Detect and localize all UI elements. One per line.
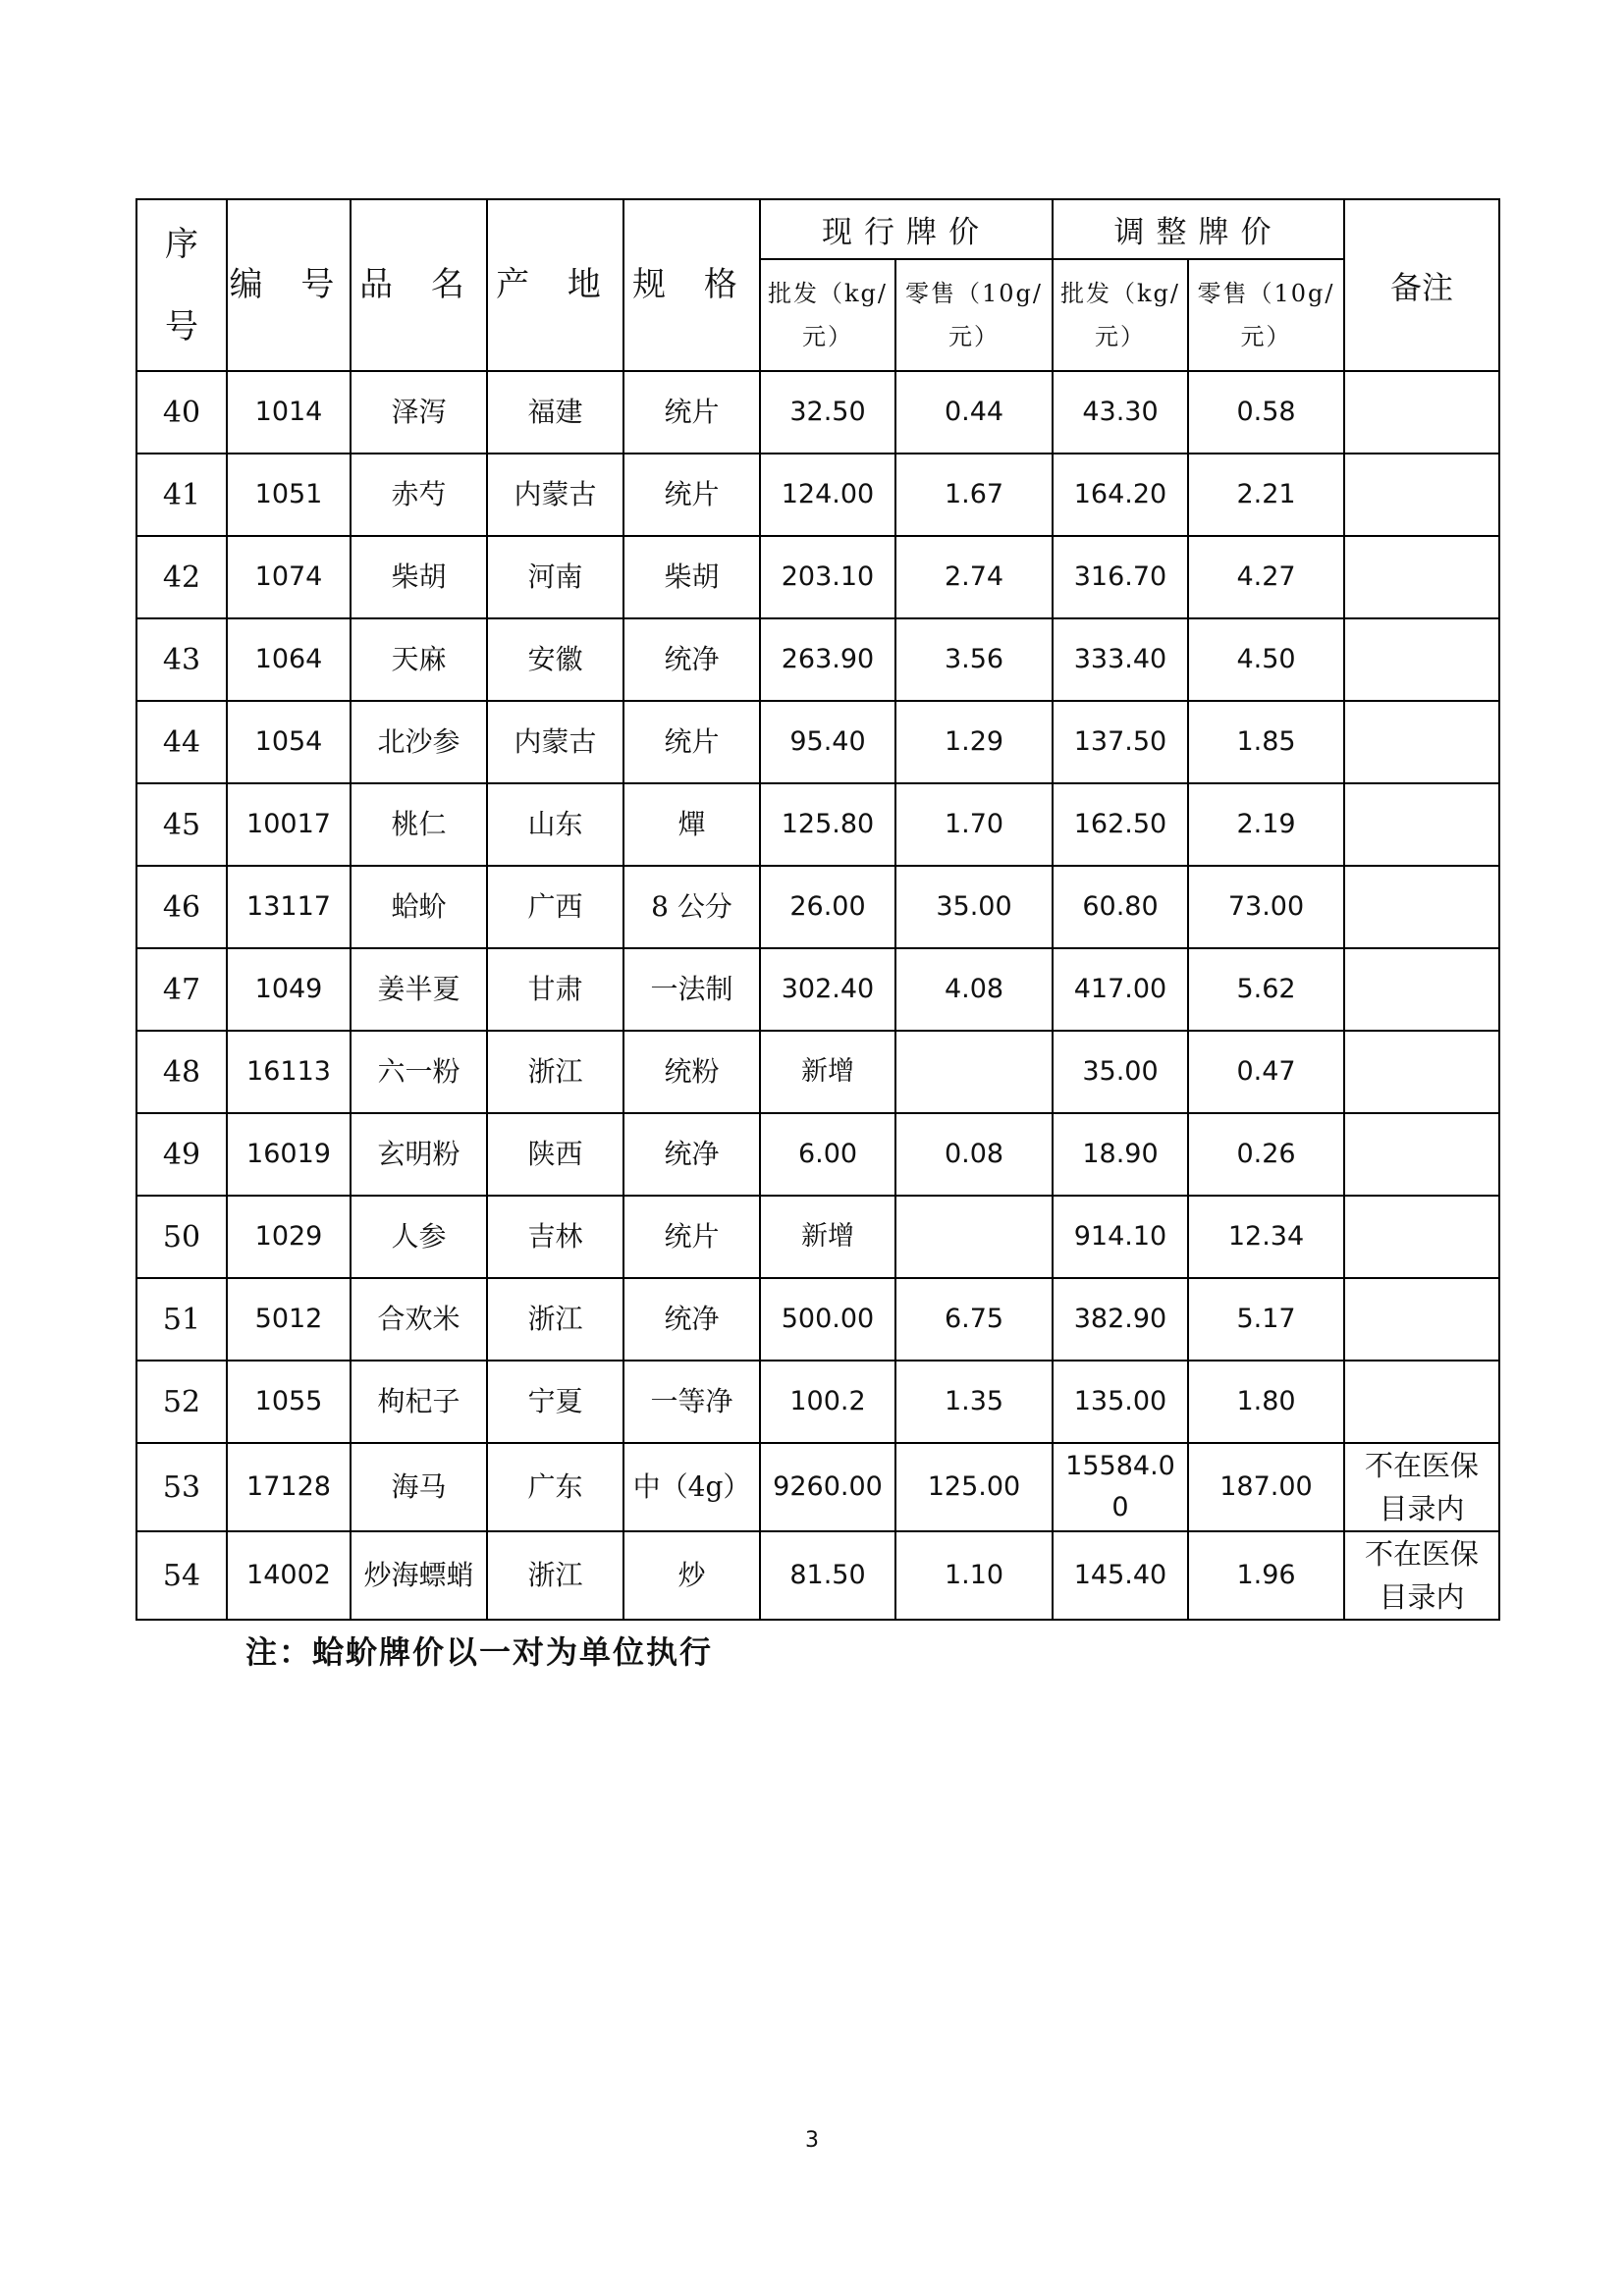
- cell-name: 枸杞子: [351, 1361, 487, 1443]
- cell-adjusted-retail: 0.26: [1188, 1113, 1344, 1196]
- cell-name: 炒海螵蛸: [351, 1531, 487, 1620]
- header-current-wholesale: 批发（kg/元）: [760, 259, 895, 371]
- cell-origin: 内蒙古: [487, 701, 623, 783]
- price-table: [135, 198, 1500, 1621]
- cell-remark: 不在医保目录内: [1344, 1531, 1499, 1620]
- price-table-body: [136, 371, 1499, 1620]
- cell-code: 1051: [227, 454, 351, 536]
- cell-code: 1049: [227, 948, 351, 1031]
- header-current-retail: 零售（10g/元）: [895, 259, 1053, 371]
- table-row: [136, 454, 1499, 536]
- cell-adjusted-retail: 4.50: [1188, 618, 1344, 701]
- cell-adjusted-wholesale: 382.90: [1053, 1278, 1188, 1361]
- cell-adjusted-wholesale: 417.00: [1053, 948, 1188, 1031]
- header-code: 编 号: [227, 199, 351, 371]
- cell-origin: 山东: [487, 783, 623, 866]
- cell-spec: 统片: [623, 701, 760, 783]
- cell-name: 人参: [351, 1196, 487, 1278]
- cell-current-wholesale: 95.40: [760, 701, 895, 783]
- table-row: [136, 536, 1499, 618]
- cell-origin: 内蒙古: [487, 454, 623, 536]
- cell-spec: 炒: [623, 1531, 760, 1620]
- cell-name: 六一粉: [351, 1031, 487, 1113]
- cell-adjusted-retail: 12.34: [1188, 1196, 1344, 1278]
- cell-origin: 浙江: [487, 1278, 623, 1361]
- cell-name: 桃仁: [351, 783, 487, 866]
- cell-code: 16113: [227, 1031, 351, 1113]
- cell-current-retail: 4.08: [895, 948, 1053, 1031]
- cell-current-retail: 1.10: [895, 1531, 1053, 1620]
- cell-spec: 中（4g）: [623, 1443, 760, 1531]
- header-seq-label: 序号: [165, 224, 198, 347]
- cell-remark: [1344, 371, 1499, 454]
- cell-adjusted-wholesale: 18.90: [1053, 1113, 1188, 1196]
- cell-name: 合欢米: [351, 1278, 487, 1361]
- cell-seq: 45: [136, 783, 227, 866]
- cell-seq: 41: [136, 454, 227, 536]
- cell-remark: [1344, 1278, 1499, 1361]
- cell-origin: 福建: [487, 371, 623, 454]
- table-row: [136, 1113, 1499, 1196]
- cell-adjusted-wholesale: 914.10: [1053, 1196, 1188, 1278]
- cell-spec: 统片: [623, 1196, 760, 1278]
- cell-adjusted-retail: 187.00: [1188, 1443, 1344, 1531]
- cell-current-retail: 1.29: [895, 701, 1053, 783]
- cell-spec: 统净: [623, 1278, 760, 1361]
- cell-current-wholesale: 新增: [760, 1031, 895, 1113]
- cell-adjusted-wholesale: 164.20: [1053, 454, 1188, 536]
- cell-current-retail: 125.00: [895, 1443, 1053, 1531]
- cell-current-retail: 1.70: [895, 783, 1053, 866]
- cell-seq: 40: [136, 371, 227, 454]
- table-row: [136, 1031, 1499, 1113]
- table-row: [136, 1196, 1499, 1278]
- cell-spec: 8 公分: [623, 866, 760, 948]
- table-row: [136, 1361, 1499, 1443]
- cell-seq: 50: [136, 1196, 227, 1278]
- table-row: [136, 783, 1499, 866]
- cell-adjusted-retail: 0.47: [1188, 1031, 1344, 1113]
- cell-name: 海马: [351, 1443, 487, 1531]
- header-adjusted-wholesale: 批发（kg/元）: [1053, 259, 1188, 371]
- cell-code: 13117: [227, 866, 351, 948]
- cell-remark: [1344, 1113, 1499, 1196]
- header-adjusted-retail: 零售（10g/元）: [1188, 259, 1344, 371]
- cell-adjusted-wholesale: 145.40: [1053, 1531, 1188, 1620]
- cell-current-retail: 1.67: [895, 454, 1053, 536]
- cell-spec: 统粉: [623, 1031, 760, 1113]
- cell-code: 1064: [227, 618, 351, 701]
- cell-remark: [1344, 783, 1499, 866]
- cell-remark: [1344, 1196, 1499, 1278]
- cell-adjusted-retail: 1.85: [1188, 701, 1344, 783]
- cell-current-wholesale: 6.00: [760, 1113, 895, 1196]
- header-current-price: 现行牌价: [760, 199, 1053, 259]
- cell-adjusted-wholesale: 135.00: [1053, 1361, 1188, 1443]
- cell-current-wholesale: 26.00: [760, 866, 895, 948]
- cell-origin: 浙江: [487, 1531, 623, 1620]
- cell-name: 赤芍: [351, 454, 487, 536]
- cell-current-retail: 0.44: [895, 371, 1053, 454]
- cell-origin: 陕西: [487, 1113, 623, 1196]
- cell-adjusted-retail: 73.00: [1188, 866, 1344, 948]
- cell-current-retail: 2.74: [895, 536, 1053, 618]
- cell-current-wholesale: 125.80: [760, 783, 895, 866]
- cell-remark: [1344, 1031, 1499, 1113]
- table-row: [136, 948, 1499, 1031]
- header-origin: 产 地: [487, 199, 623, 371]
- cell-origin: 吉林: [487, 1196, 623, 1278]
- cell-origin: 广西: [487, 866, 623, 948]
- cell-adjusted-retail: 2.21: [1188, 454, 1344, 536]
- footnote: 注：蛤蚧牌价以一对为单位执行: [245, 1633, 714, 1671]
- cell-spec: 统片: [623, 371, 760, 454]
- table-row: [136, 701, 1499, 783]
- cell-name: 泽泻: [351, 371, 487, 454]
- cell-remark: 不在医保目录内: [1344, 1443, 1499, 1531]
- cell-current-wholesale: 203.10: [760, 536, 895, 618]
- cell-name: 姜半夏: [351, 948, 487, 1031]
- cell-name: 北沙参: [351, 701, 487, 783]
- cell-name: 蛤蚧: [351, 866, 487, 948]
- cell-seq: 48: [136, 1031, 227, 1113]
- table-row: [136, 1443, 1499, 1531]
- cell-remark: [1344, 948, 1499, 1031]
- cell-origin: 广东: [487, 1443, 623, 1531]
- cell-code: 1029: [227, 1196, 351, 1278]
- cell-current-wholesale: 新增: [760, 1196, 895, 1278]
- cell-seq: 43: [136, 618, 227, 701]
- header-remark: 备注: [1344, 199, 1499, 371]
- cell-adjusted-retail: 5.62: [1188, 948, 1344, 1031]
- cell-remark: [1344, 618, 1499, 701]
- cell-code: 5012: [227, 1278, 351, 1361]
- cell-adjusted-wholesale: 162.50: [1053, 783, 1188, 866]
- cell-adjusted-retail: 0.58: [1188, 371, 1344, 454]
- cell-origin: 安徽: [487, 618, 623, 701]
- cell-adjusted-wholesale: 316.70: [1053, 536, 1188, 618]
- cell-code: 14002: [227, 1531, 351, 1620]
- cell-spec: 燀: [623, 783, 760, 866]
- cell-current-wholesale: 32.50: [760, 371, 895, 454]
- cell-code: 17128: [227, 1443, 351, 1531]
- table-row: [136, 1531, 1499, 1620]
- cell-adjusted-retail: 1.96: [1188, 1531, 1344, 1620]
- cell-code: 1014: [227, 371, 351, 454]
- cell-adjusted-wholesale: 60.80: [1053, 866, 1188, 948]
- cell-adjusted-wholesale: 333.40: [1053, 618, 1188, 701]
- cell-current-wholesale: 81.50: [760, 1531, 895, 1620]
- cell-seq: 51: [136, 1278, 227, 1361]
- cell-seq: 44: [136, 701, 227, 783]
- cell-seq: 52: [136, 1361, 227, 1443]
- cell-code: 1055: [227, 1361, 351, 1443]
- cell-name: 玄明粉: [351, 1113, 487, 1196]
- cell-spec: 一法制: [623, 948, 760, 1031]
- cell-current-retail: 35.00: [895, 866, 1053, 948]
- table-row: [136, 618, 1499, 701]
- cell-origin: 河南: [487, 536, 623, 618]
- cell-name: 天麻: [351, 618, 487, 701]
- cell-spec: 柴胡: [623, 536, 760, 618]
- cell-current-retail: 3.56: [895, 618, 1053, 701]
- cell-seq: 49: [136, 1113, 227, 1196]
- cell-origin: 宁夏: [487, 1361, 623, 1443]
- cell-remark: [1344, 1361, 1499, 1443]
- cell-remark: [1344, 866, 1499, 948]
- cell-remark: [1344, 536, 1499, 618]
- cell-spec: 一等净: [623, 1361, 760, 1443]
- cell-current-wholesale: 100.2: [760, 1361, 895, 1443]
- cell-seq: 54: [136, 1531, 227, 1620]
- header-name: 品 名: [351, 199, 487, 371]
- header-adjusted-price: 调整牌价: [1053, 199, 1344, 259]
- cell-code: 16019: [227, 1113, 351, 1196]
- cell-adjusted-wholesale: 35.00: [1053, 1031, 1188, 1113]
- cell-adjusted-wholesale: 137.50: [1053, 701, 1188, 783]
- cell-seq: 42: [136, 536, 227, 618]
- cell-adjusted-retail: 5.17: [1188, 1278, 1344, 1361]
- cell-spec: 统净: [623, 1113, 760, 1196]
- cell-seq: 53: [136, 1443, 227, 1531]
- table-row: [136, 1278, 1499, 1361]
- cell-adjusted-wholesale: 15584.00: [1053, 1443, 1188, 1531]
- table-row: [136, 866, 1499, 948]
- page-number: 3: [805, 2128, 819, 2153]
- cell-seq: 47: [136, 948, 227, 1031]
- cell-current-wholesale: 263.90: [760, 618, 895, 701]
- cell-current-wholesale: 9260.00: [760, 1443, 895, 1531]
- cell-adjusted-retail: 2.19: [1188, 783, 1344, 866]
- cell-current-retail: [895, 1031, 1053, 1113]
- cell-spec: 统净: [623, 618, 760, 701]
- cell-remark: [1344, 701, 1499, 783]
- cell-current-retail: 0.08: [895, 1113, 1053, 1196]
- cell-current-retail: 1.35: [895, 1361, 1053, 1443]
- cell-code: 1074: [227, 536, 351, 618]
- cell-code: 10017: [227, 783, 351, 866]
- cell-name: 柴胡: [351, 536, 487, 618]
- cell-adjusted-retail: 1.80: [1188, 1361, 1344, 1443]
- cell-adjusted-retail: 4.27: [1188, 536, 1344, 618]
- cell-origin: 浙江: [487, 1031, 623, 1113]
- header-spec: 规 格: [623, 199, 760, 371]
- cell-code: 1054: [227, 701, 351, 783]
- cell-current-wholesale: 302.40: [760, 948, 895, 1031]
- cell-current-wholesale: 124.00: [760, 454, 895, 536]
- table-row: [136, 371, 1499, 454]
- cell-spec: 统片: [623, 454, 760, 536]
- cell-remark: [1344, 454, 1499, 536]
- header-seq: [136, 199, 227, 371]
- cell-origin: 甘肃: [487, 948, 623, 1031]
- cell-adjusted-wholesale: 43.30: [1053, 371, 1188, 454]
- cell-seq: 46: [136, 866, 227, 948]
- price-table-header: [136, 199, 1499, 371]
- cell-current-retail: 6.75: [895, 1278, 1053, 1361]
- cell-current-wholesale: 500.00: [760, 1278, 895, 1361]
- cell-current-retail: [895, 1196, 1053, 1278]
